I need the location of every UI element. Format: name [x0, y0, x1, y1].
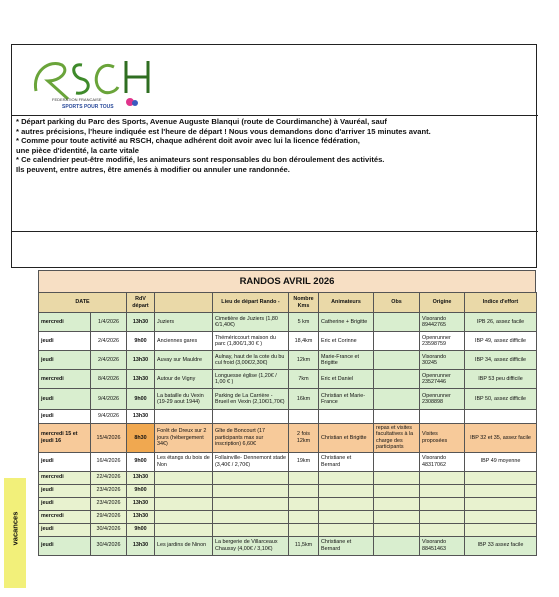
- cell-km: [289, 497, 319, 510]
- cell-anim: [319, 497, 374, 510]
- cell-day: jeudi: [39, 351, 91, 370]
- cell-name: Autour de Vigny: [155, 370, 213, 389]
- cell-km: 11,5km: [289, 536, 319, 555]
- cell-day: jeudi: [39, 497, 91, 510]
- col-km: Nombre Kms: [289, 293, 319, 313]
- cell-time: 13h30: [127, 410, 155, 424]
- cell-date: 9/4/2026: [91, 410, 127, 424]
- cell-obs: [374, 332, 420, 351]
- cell-time: 9h00: [127, 523, 155, 536]
- cell-origin: [420, 523, 465, 536]
- cell-name: [155, 510, 213, 523]
- cell-place: Longuesse église (1,20€ / 1,00 € ): [213, 370, 289, 389]
- cell-km: [289, 523, 319, 536]
- cell-place: Follainville- Dennemont stade (3,40€ / 2,70€): [213, 452, 289, 471]
- cell-place: [213, 523, 289, 536]
- cell-km: [289, 484, 319, 497]
- cell-anim: Catherine + Brigitte: [319, 313, 374, 332]
- cell-effort: [465, 497, 537, 510]
- cell-origin: Openrunner 2308898: [420, 389, 465, 410]
- note-line: Ils peuvent, entre autres, être amenés à modifier ou annuler une randonnée.: [16, 164, 290, 174]
- cell-origin: [420, 497, 465, 510]
- col-rdv: RdV départ: [127, 293, 155, 313]
- cell-effort: IBP 34, assez difficile: [465, 351, 537, 370]
- svg-text:SPORTS POUR TOUS: SPORTS POUR TOUS: [62, 104, 114, 110]
- rsch-logo: [22, 51, 172, 111]
- cell-time: 8h30: [127, 424, 155, 453]
- cell-obs: [374, 452, 420, 471]
- cell-anim: [319, 410, 374, 424]
- cell-time: 9h00: [127, 452, 155, 471]
- cell-place: Aulnay, haut de la cote du bu cul froid (3,00€/2,30€): [213, 351, 289, 370]
- header-row: [39, 293, 537, 313]
- cell-day: jeudi: [39, 484, 91, 497]
- cell-name: [155, 410, 213, 424]
- cell-km: [289, 410, 319, 424]
- cell-origin: Visorando 89442765: [420, 313, 465, 332]
- cell-origin: Visorando 88451463: [420, 536, 465, 555]
- cell-place: [213, 410, 289, 424]
- cell-name: [155, 471, 213, 484]
- cell-anim: Eric et Corinne: [319, 332, 374, 351]
- svg-text:FEDERATION FRANCAISE: FEDERATION FRANCAISE: [52, 97, 102, 102]
- cell-effort: [465, 523, 537, 536]
- cell-time: 9h00: [127, 332, 155, 351]
- cell-date: 29/4/2026: [91, 510, 127, 523]
- cell-place: La bergerie de Villarceaux Chaussy (4,00€ / 3,10€): [213, 536, 289, 555]
- cell-obs: [374, 313, 420, 332]
- table-row: [39, 351, 537, 370]
- cell-effort: [465, 510, 537, 523]
- cell-km: 16km: [289, 389, 319, 410]
- cell-anim: Marie-France et Brigitte: [319, 351, 374, 370]
- table-row: [39, 484, 537, 497]
- cell-place: Parking de La Carrière - Brueil en Vexin (2,10€/1,70€): [213, 389, 289, 410]
- cell-date: 2/4/2026: [91, 351, 127, 370]
- vacances-marker: [4, 478, 26, 588]
- cell-km: 12km: [289, 351, 319, 370]
- cell-place: Cimetière de Juziers (1,80 €/1,40€): [213, 313, 289, 332]
- cell-anim: [319, 484, 374, 497]
- cell-obs: [374, 351, 420, 370]
- cell-day: jeudi: [39, 332, 91, 351]
- cell-time: 13h30: [127, 471, 155, 484]
- cell-origin: [420, 471, 465, 484]
- cell-effort: IBP 33 assez facile: [465, 536, 537, 555]
- table-row: [39, 370, 537, 389]
- info-box: [11, 44, 537, 268]
- cell-place: Gîte de Boncourt (17 participants max sur inscription) 6,60€: [213, 424, 289, 453]
- cell-obs: [374, 410, 420, 424]
- table-row: [39, 410, 537, 424]
- cell-origin: Visorando 48317062: [420, 452, 465, 471]
- table-row: [39, 313, 537, 332]
- cell-anim: [319, 523, 374, 536]
- cell-anim: [319, 471, 374, 484]
- cell-day: jeudi: [39, 410, 91, 424]
- vacances-label: vacances: [10, 511, 20, 546]
- table-row: [39, 510, 537, 523]
- cell-place: [213, 484, 289, 497]
- schedule-table: [38, 292, 537, 556]
- cell-effort: IBP 53 peu difficile: [465, 370, 537, 389]
- notes: [16, 117, 530, 175]
- cell-anim: [319, 510, 374, 523]
- logo-area: [12, 45, 538, 116]
- cell-time: 13h30: [127, 351, 155, 370]
- cell-place: [213, 497, 289, 510]
- cell-anim: Christiane et Bernard: [319, 536, 374, 555]
- cell-obs: repas et visites facultatives à la charge des participants: [374, 424, 420, 453]
- col-origin: Origine: [420, 293, 465, 313]
- cell-origin: [420, 510, 465, 523]
- cell-place: Thémériccourt maison du parc (1,80€/1,30 € ): [213, 332, 289, 351]
- cell-origin: Visorando 30245: [420, 351, 465, 370]
- cell-effort: [465, 484, 537, 497]
- cell-name: [155, 484, 213, 497]
- note-line: * Ce calendrier peut-être modifié, les animateurs sont responsables du bon déroulement des activités.: [16, 155, 385, 165]
- cell-day: mercredi: [39, 510, 91, 523]
- cell-obs: [374, 471, 420, 484]
- table-row: [39, 536, 537, 555]
- cell-effort: [465, 410, 537, 424]
- cell-time: 13h30: [127, 370, 155, 389]
- cell-effort: [465, 471, 537, 484]
- col-name: [155, 293, 213, 313]
- cell-km: [289, 471, 319, 484]
- cell-effort: IBP 32 et 35, assez facile: [465, 424, 537, 453]
- cell-obs: [374, 497, 420, 510]
- cell-date: 30/4/2026: [91, 536, 127, 555]
- cell-effort: IBP 50, assez difficile: [465, 389, 537, 410]
- cell-date: 2/4/2026: [91, 332, 127, 351]
- cell-km: 5 km: [289, 313, 319, 332]
- cell-obs: [374, 484, 420, 497]
- cell-anim: Christiane et Bernard: [319, 452, 374, 471]
- cell-obs: [374, 510, 420, 523]
- cell-origin: [420, 410, 465, 424]
- cell-time: 13h30: [127, 536, 155, 555]
- cell-name: Les jardins de Ninon: [155, 536, 213, 555]
- cell-day: jeudi: [39, 536, 91, 555]
- col-obs: Obs: [374, 293, 420, 313]
- cell-origin: Openrunner 23527446: [420, 370, 465, 389]
- cell-origin: Openrunner 23598759: [420, 332, 465, 351]
- cell-name: Juziers: [155, 313, 213, 332]
- cell-day: mercredi 15 et jeudi 16: [39, 424, 91, 453]
- cell-anim: Christian et Brigitte: [319, 424, 374, 453]
- cell-name: La bataille du Vexin (19-29 aout 1944): [155, 389, 213, 410]
- cell-km: 18,4km: [289, 332, 319, 351]
- cell-km: [289, 510, 319, 523]
- cell-effort: IBP 49 moyenne: [465, 452, 537, 471]
- cell-name: Forêt de Dreux sur 2 jours (hébergement 34€): [155, 424, 213, 453]
- cell-time: 13h30: [127, 497, 155, 510]
- cell-name: [155, 523, 213, 536]
- cell-date: 15/4/2026: [91, 424, 127, 453]
- table-row: [39, 497, 537, 510]
- cell-name: Auvay sur Mauldre: [155, 351, 213, 370]
- cell-obs: [374, 370, 420, 389]
- cell-effort: IPB 26, assez facile: [465, 313, 537, 332]
- cell-origin: Visites proposées: [420, 424, 465, 453]
- cell-date: 23/4/2026: [91, 497, 127, 510]
- cell-place: [213, 510, 289, 523]
- table-row: [39, 424, 537, 453]
- cell-day: mercredi: [39, 313, 91, 332]
- col-anim: Animateurs: [319, 293, 374, 313]
- cell-time: 9h00: [127, 389, 155, 410]
- cell-day: jeudi: [39, 389, 91, 410]
- table-row: [39, 471, 537, 484]
- schedule: [38, 270, 536, 556]
- cell-km: 7km: [289, 370, 319, 389]
- note-line: * autres précisions, l'heure indiquée est l'heure de départ ! Nous vous demandons donc d'arriver 15 minutes avant.: [16, 126, 431, 136]
- col-place: Lieu de départ Rando -: [213, 293, 289, 313]
- cell-effort: IBP 49, assez difficile: [465, 332, 537, 351]
- cell-obs: [374, 389, 420, 410]
- cell-date: 9/4/2026: [91, 389, 127, 410]
- cell-day: jeudi: [39, 523, 91, 536]
- cell-date: 22/4/2026: [91, 471, 127, 484]
- table-row: [39, 523, 537, 536]
- cell-time: 13h30: [127, 313, 155, 332]
- cell-date: 16/4/2026: [91, 452, 127, 471]
- col-date: DATE: [39, 293, 127, 313]
- cell-date: 30/4/2026: [91, 523, 127, 536]
- cell-name: Anciennes gares: [155, 332, 213, 351]
- note-line: * Comme pour toute activité au RSCH, chaque adhérent doit avoir avec lui la licence fédération,: [16, 136, 360, 146]
- cell-day: mercredi: [39, 471, 91, 484]
- cell-anim: Christian et Marie-France: [319, 389, 374, 410]
- cell-anim: Eric et Daniel: [319, 370, 374, 389]
- cell-time: 13h30: [127, 510, 155, 523]
- cell-day: jeudi: [39, 452, 91, 471]
- cell-km: 2 fois 12km: [289, 424, 319, 453]
- cell-name: [155, 497, 213, 510]
- cell-date: 1/4/2026: [91, 313, 127, 332]
- cell-km: 19km: [289, 452, 319, 471]
- cell-obs: [374, 536, 420, 555]
- col-effort: Indice d'effort: [465, 293, 537, 313]
- table-row: [39, 389, 537, 410]
- note-line: * Départ parking du Parc des Sports, Avenue Auguste Blanqui (route de Courdimanche) à Vauréal, sauf: [16, 117, 387, 126]
- cell-time: 9h00: [127, 484, 155, 497]
- cell-date: 8/4/2026: [91, 370, 127, 389]
- cell-obs: [374, 523, 420, 536]
- table-row: [39, 452, 537, 471]
- cell-day: mercredi: [39, 370, 91, 389]
- schedule-title: RANDOS AVRIL 2026: [38, 270, 536, 292]
- table-row: [39, 332, 537, 351]
- cell-place: [213, 471, 289, 484]
- note-line: une pièce d'identité, la carte vitale: [16, 145, 139, 155]
- cell-date: 23/4/2026: [91, 484, 127, 497]
- divider: [12, 231, 538, 232]
- cell-origin: [420, 484, 465, 497]
- cell-name: Les étangs du bois de Non: [155, 452, 213, 471]
